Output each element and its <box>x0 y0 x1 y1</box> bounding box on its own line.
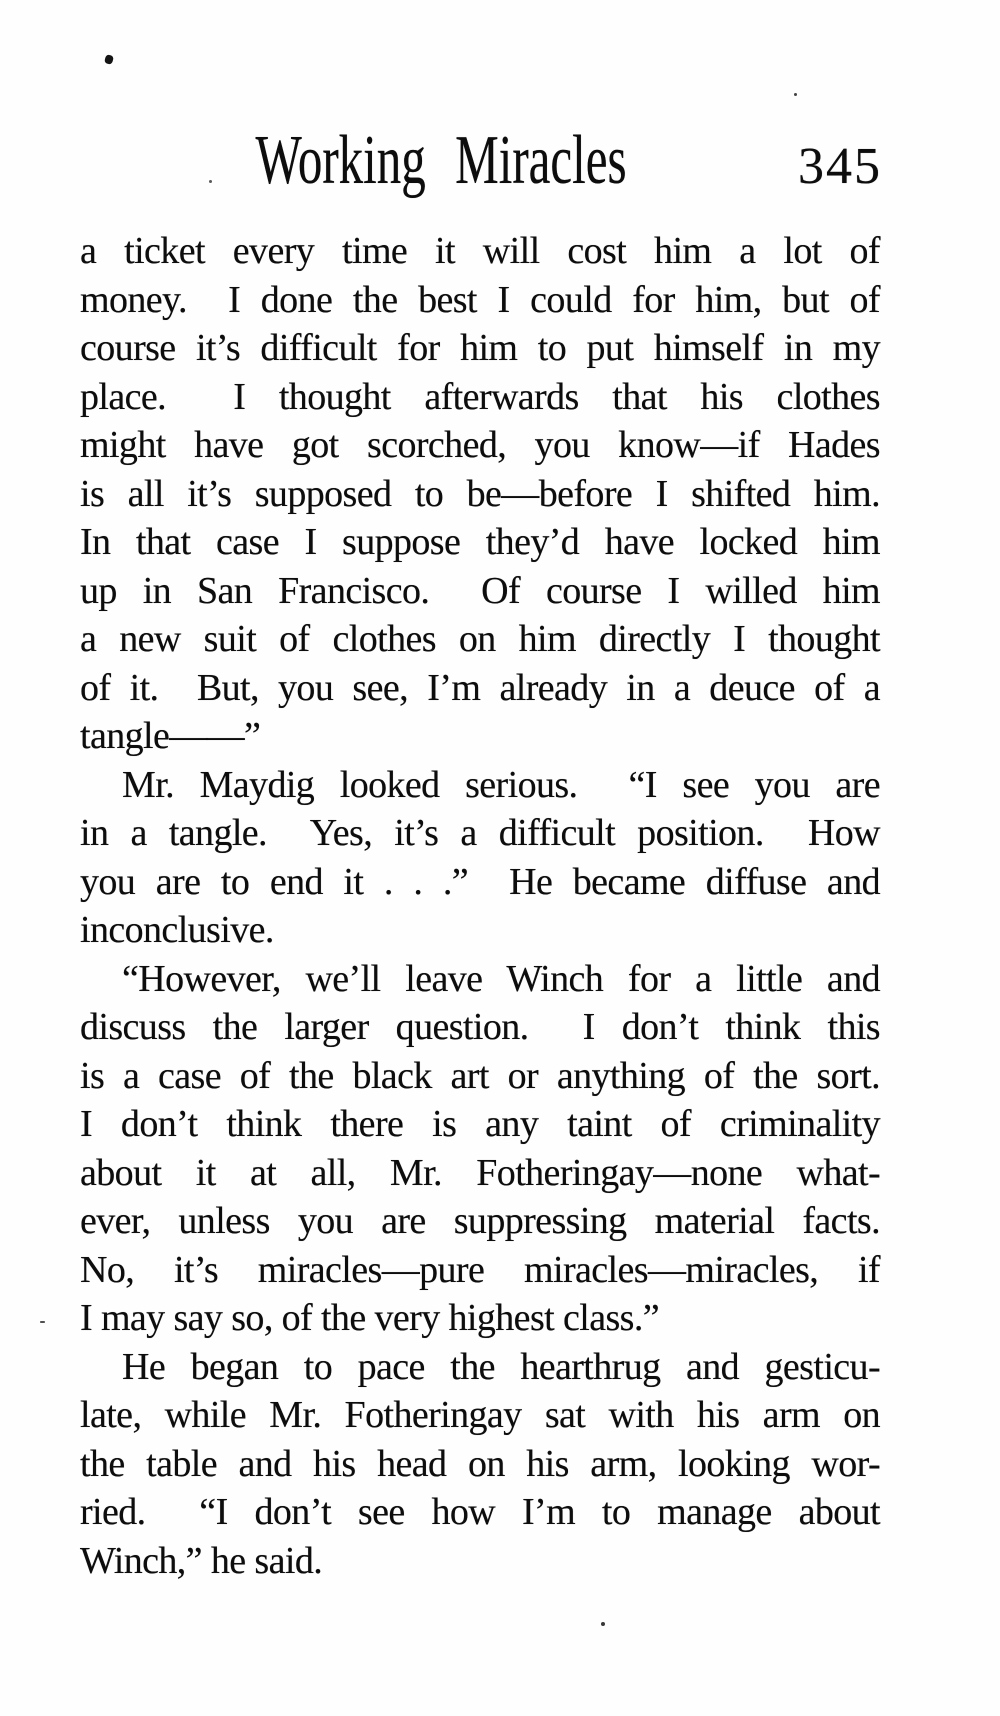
page-header <box>41 122 841 199</box>
text-line: Winch,” he said. <box>80 1539 323 1582</box>
text-line: in a tangle. Yes, it’s a difficult position. How <box>80 812 880 854</box>
text-line: about it at all, Mr. Fotheringay—none what- <box>80 1151 880 1194</box>
text-line: of it. But, you see, I’m already in a deuce of a <box>80 666 880 709</box>
text-line: “However, we’ll leave Winch for a little and <box>122 957 880 1000</box>
scan-artifact-dot <box>794 93 797 96</box>
text-line: late, while Mr. Fotheringay sat with his arm on <box>80 1394 880 1436</box>
scan-artifact-dot <box>104 54 114 65</box>
page-number: 345 <box>798 138 882 195</box>
text-line: place. I thought afterwards that his clothes <box>80 375 880 418</box>
text-line: No, it’s miracles—pure miracles—miracles, if <box>80 1248 880 1291</box>
text-line: the table and his head on his arm, looking wor- <box>80 1442 880 1485</box>
body-text <box>80 227 880 1585</box>
text-line: ried. “I don’t see how I’m to manage about <box>80 1491 880 1533</box>
text-line: I may say so, of the very highest class.” <box>80 1297 660 1339</box>
page-title: Working Miracles <box>255 122 627 199</box>
text-line: He began to pace the hearthrug and gesticu- <box>122 1345 880 1388</box>
text-line: is all it’s supposed to be—before I shifted him. <box>80 472 880 515</box>
scan-artifact-dot <box>40 1321 45 1323</box>
text-line: discuss the larger question. I don’t think this <box>80 1006 880 1048</box>
text-line: money. I done the best I could for him, but of <box>80 278 880 321</box>
text-line: is a case of the black art or anything of the sort. <box>80 1054 880 1097</box>
text-line: up in San Francisco. Of course I willed him <box>80 569 880 612</box>
text-line: you are to end it . . .” He became diffuse and <box>80 860 880 903</box>
text-line: ever, unless you are suppressing material facts. <box>80 1200 880 1242</box>
text-line: a ticket every time it will cost him a lot of <box>80 230 880 272</box>
text-line: course it’s difficult for him to put himself in my <box>80 327 880 369</box>
text-line: inconclusive. <box>80 909 274 951</box>
text-line: I don’t think there is any taint of criminality <box>80 1103 880 1145</box>
scan-artifact-dot <box>601 1622 605 1626</box>
text-line: Mr. Maydig looked serious. “I see you are <box>122 763 880 806</box>
text-line: In that case I suppose they’d have locked him <box>80 521 880 563</box>
text-line: might have got scorched, you know—if Hades <box>80 424 880 466</box>
text-line: tangle——” <box>80 715 261 757</box>
text-line: a new suit of clothes on him directly I thought <box>80 618 880 660</box>
